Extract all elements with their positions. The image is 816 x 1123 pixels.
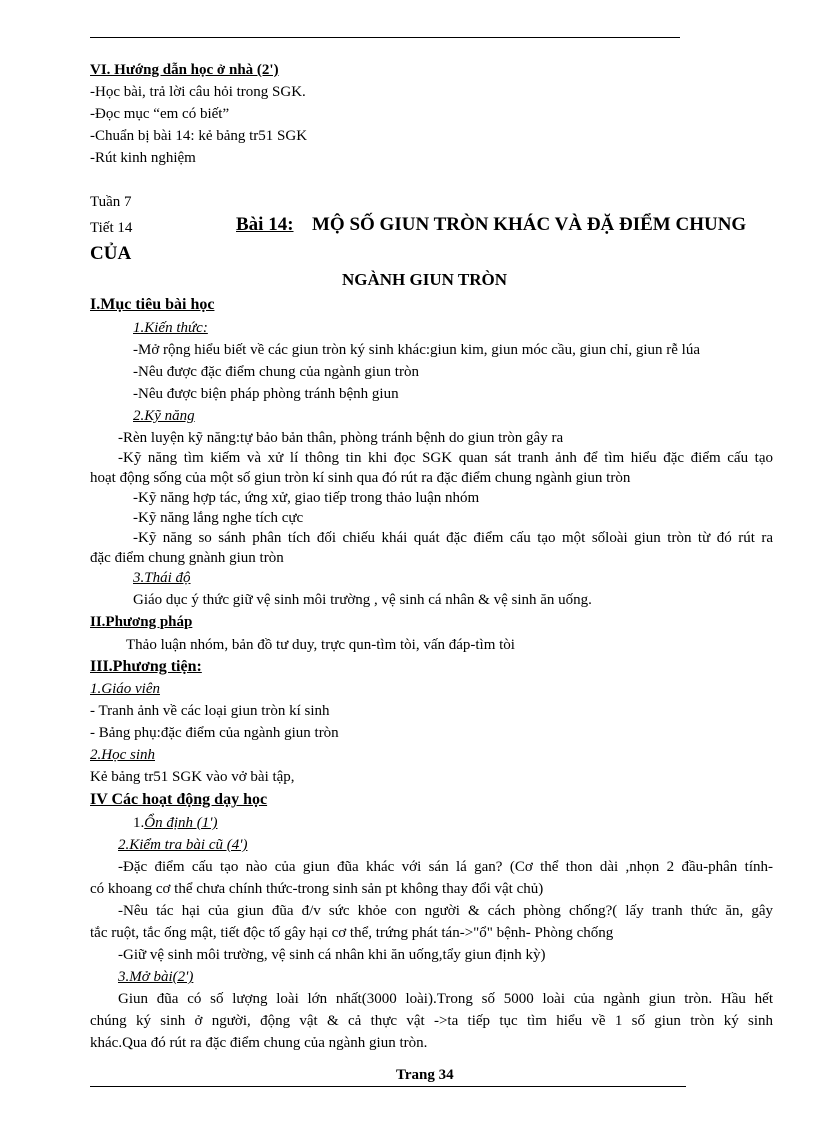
paragraph: Thảo luận nhóm, bản đồ tư duy, trực qun-tìm tòi, vấn đáp-tìm tòi	[126, 637, 515, 653]
list-item: -Nêu được biện pháp phòng tránh bệnh giun	[133, 386, 399, 402]
list-item: -Kỹ năng so sánh phân tích đối chiếu khái quát đặc điểm cấu tạo một sốloài giun tròn từ đó rút ra	[133, 530, 773, 546]
list-item: -Chuẩn bị bài 14: kẻ bảng tr51 SGK	[90, 128, 308, 144]
period-label: Tiết 14	[90, 220, 133, 236]
list-item: -Kỹ năng lắng nghe tích cực	[133, 510, 304, 526]
list-item: - Tranh ảnh về các loại giun tròn kí sinh	[90, 703, 330, 719]
list-item: -Học bài, trả lời câu hỏi trong SGK.	[90, 84, 306, 100]
list-item: -Nêu được đặc điểm chung của ngành giun tròn	[133, 364, 419, 380]
subsection-label: 1.Kiến thức:	[133, 320, 208, 336]
list-item: đặc điểm chung gnành giun tròn	[90, 550, 284, 566]
paragraph: -Đặc điểm cấu tạo nào của giun đũa khác với sán lá gan? (Cơ thể thon dài ,nhọn 2 đầu-phân tính-	[118, 859, 773, 875]
list-item: -Rèn luyện kỹ năng:tự bảo bản thân, phòng tránh bệnh do giun tròn gây ra	[118, 430, 564, 446]
step-prefix: 1.	[133, 815, 145, 831]
subsection-label: 2.Học sinh	[90, 747, 155, 763]
lesson-number-text: Bài 14:	[236, 214, 294, 235]
list-item: -Rút kinh nghiệm	[90, 150, 196, 166]
paragraph: Giun đũa có số lượng loài lớn nhất(3000 loài).Trong số 5000 loài của ngành giun tròn. Hầu hết	[118, 991, 773, 1007]
header-rule	[90, 37, 680, 38]
paragraph: Giáo dục ý thức giữ vệ sinh môi trường , vệ sinh cá nhân & vệ sinh ăn uống.	[133, 592, 592, 608]
lesson-title-line1: MỘ SỐ GIUN TRÒN KHÁC VÀ ĐẶ ĐIỂM CHUNG	[312, 214, 747, 235]
list-item: -Kỹ năng hợp tác, ứng xử, giao tiếp trong thảo luận nhóm	[133, 490, 480, 506]
section-heading: VI. Hướng dẫn học ở nhà (2')	[90, 62, 279, 78]
step-label: 3.Mở bài(2')	[118, 969, 194, 985]
section-heading: IV Các hoạt động dạy học	[90, 791, 268, 808]
lesson-number	[236, 215, 294, 235]
subsection-label: 1.Giáo viên	[90, 681, 160, 697]
paragraph: -Giữ vệ sinh môi trường, vệ sinh cá nhân khi ăn uống,tẩy giun định kỳ)	[118, 947, 546, 963]
list-item: hoạt động sống của một số giun tròn kí sinh qua đó rút ra đặc điểm chung ngành giun tròn	[90, 470, 631, 486]
paragraph: có khoang cơ thể chưa chính thức-trong sinh sản pt không thay đổi vật chủ)	[90, 881, 544, 897]
list-item: -Mở rộng hiểu biết về các giun tròn ký sinh khác:giun kim, giun móc cầu, giun chỉ, giun rễ lúa	[133, 342, 700, 358]
step-label	[133, 813, 217, 833]
page-number: Trang 34	[396, 1067, 454, 1083]
section-heading: I.Mục tiêu bài học	[90, 296, 215, 313]
paragraph: khác.Qua đó rút ra đặc điểm chung của ngành giun tròn.	[90, 1035, 428, 1051]
lesson-title-line2: NGÀNH GIUN TRÒN	[342, 270, 507, 289]
step-title: Ổn định (1')	[144, 815, 218, 831]
list-item: - Bảng phụ:đặc điểm của ngành giun tròn	[90, 725, 339, 741]
paragraph: -Nêu tác hại của giun đũa đ/v sức khỏe con người & cách phòng chống?( lấy tranh thức ăn, gây	[118, 903, 773, 919]
list-item: -Đọc mục “em có biết”	[90, 106, 230, 122]
week-label: Tuần 7	[90, 194, 132, 210]
section-heading: III.Phương tiện:	[90, 658, 202, 675]
subsection-label: 2.Kỹ năng	[133, 408, 195, 424]
list-item: -Kỹ năng tìm kiếm và xử lí thông tin khi đọc SGK quan sát tranh ảnh để tìm hiểu đặc điểm cấu tạo	[118, 450, 773, 466]
lesson-title-line1b: CỦA	[90, 243, 132, 264]
footer-rule	[90, 1086, 686, 1087]
paragraph: chúng ký sinh ở người, động vật & cả thực vật ->ta tiếp tục tìm hiểu về 1 số giun tròn ký sinh	[90, 1013, 773, 1029]
section-heading: II.Phương pháp	[90, 614, 193, 630]
paragraph: Kẻ bảng tr51 SGK vào vở bài tập,	[90, 769, 295, 785]
step-label: 2.Kiểm tra bài cũ (4')	[118, 837, 248, 853]
paragraph: tắc ruột, tắc ống mật, tiết độc tố gây hại cơ thể, trứng phát tán->"ổ" bệnh- Phòng chống	[90, 925, 614, 941]
subsection-label: 3.Thái độ	[133, 570, 191, 586]
